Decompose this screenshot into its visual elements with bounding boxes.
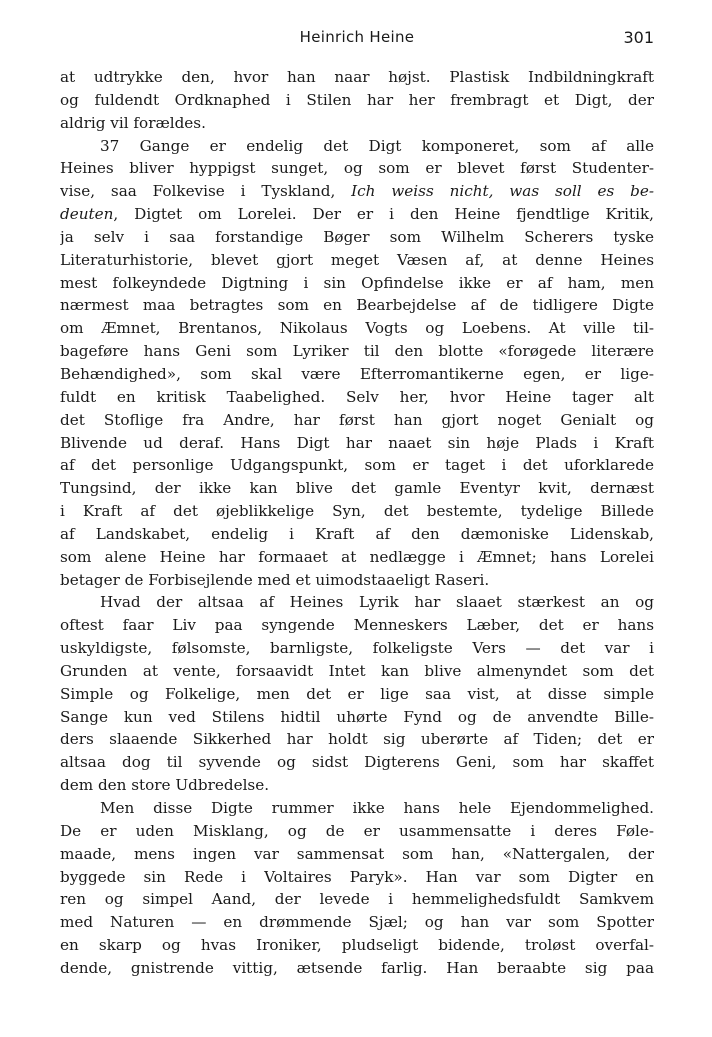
text-line: [60, 89, 654, 112]
line-text: ders slaaende Sikkerhed har holdt sig uberørte af Tiden; det er: [60, 730, 654, 749]
text-line: [60, 751, 654, 774]
line-text: altsaa dog til syvende og sidst Digterens Geni, som har skaffet: [60, 753, 654, 772]
line-text: Men disse Digte rummer ikke hans hele Ejendommelighed.: [100, 799, 654, 817]
text-line: [60, 637, 654, 660]
line-text: bageføre hans Geni som Lyriker til den blotte «forøgede literære: [60, 342, 654, 361]
text-line: [60, 728, 654, 751]
line-text: som alene Heine har formaaet at nedlægge i Æmnet; hans Lorelei: [60, 547, 654, 566]
page-number: 301: [623, 28, 654, 47]
text-line: [60, 432, 654, 455]
text-line: [60, 706, 654, 729]
italic-title: deuten: [60, 205, 114, 224]
text-line: [60, 500, 654, 523]
line-text: mest folkeyndede Digtning i sin Opfindelse ikke er af ham, men: [60, 273, 654, 292]
text-line: [60, 112, 654, 135]
text-line: [60, 409, 654, 432]
line-text: oftest faar Liv paa syngende Menneskers Læber, det er hans: [60, 616, 654, 635]
text-line: [60, 477, 654, 500]
text-line: [60, 249, 654, 272]
line-text: og fuldendt Ordknaphed i Stilen har her frembragt et Digt, der: [60, 90, 654, 109]
line-text: om Æmnet, Brentanos, Nikolaus Vogts og Loebens. At ville til-: [60, 319, 654, 338]
text-line: [60, 386, 654, 409]
text-line: [60, 317, 654, 340]
running-head: Heinrich Heine: [299, 28, 415, 46]
line-text: byggede sin Rede i Voltaires Paryk». Han var som Digter en: [60, 867, 654, 886]
text-line: [60, 866, 654, 889]
text-body: [60, 66, 654, 980]
text-line: [60, 797, 654, 820]
line-text: i Kraft af det øjeblikkelige Syn, det bestemte, tydelige Billede: [60, 502, 654, 521]
line-text: , Digtet om Lorelei. Der er i den Heine fjendtlige Kritik,: [113, 205, 654, 224]
line-text: Behændighed», som skal være Efterromantikerne egen, er lige-: [60, 364, 654, 383]
text-line: [60, 843, 654, 866]
line-text: Hvad der altsaa af Heines Lyrik har slaaet stærkest an og: [100, 593, 654, 612]
text-line: [60, 546, 654, 569]
text-line: [60, 363, 654, 386]
line-text: af det personlige Udgangspunkt, som er taget i det uforklarede: [60, 456, 654, 475]
line-text: Blivende ud deraf. Hans Digt har naaet sin høje Plads i Kraft: [60, 433, 654, 452]
line-text: ja selv i saa forstandige Bøger som Wilhelm Scherers tyske: [60, 227, 654, 246]
line-text: dende, gnistrende vittig, ætsende farlig. Han beraabte sig paa: [60, 958, 654, 977]
line-text: maade, mens ingen var sammensat som han, «Nattergalen, der: [60, 844, 654, 863]
text-line: [60, 957, 654, 980]
text-line: [60, 911, 654, 934]
text-line: [60, 591, 654, 614]
italic-title: Ich weiss nicht, was soll es be-: [351, 182, 654, 201]
line-text: Grunden at vente, forsaavidt Intet kan blive almenyndet som det: [60, 661, 654, 680]
text-line: [60, 888, 654, 911]
line-text: nærmest maa betragtes som en Bearbejdelse af de tidligere Digte: [60, 296, 654, 315]
text-line: [60, 614, 654, 637]
text-line: [60, 203, 654, 226]
line-text: Heines bliver hyppigst sunget, og som er blevet først Studenter-: [60, 159, 654, 178]
line-text: vise, saa Folkevise i Tyskland,: [60, 182, 352, 201]
text-line: [60, 66, 654, 89]
text-line: [60, 340, 654, 363]
text-line: [60, 272, 654, 295]
line-text: fuldt en kritisk Taabelighed. Selv her, hvor Heine tager alt: [60, 387, 654, 406]
line-text: 37 Gange er endelig det Digt komponeret, som af alle: [100, 136, 654, 155]
line-text: med Naturen — en drømmende Sjæl; og han var som Spotter: [60, 913, 654, 932]
line-text: uskyldigste, følsomste, barnligste, folkeligste Vers — det var i: [60, 639, 654, 658]
text-line: [60, 226, 654, 249]
line-text: Simple og Folkelige, men det er lige saa vist, at disse simple: [60, 684, 654, 703]
text-line: [60, 774, 654, 797]
line-text: Sange kun ved Stilens hidtil uhørte Fynd og de anvendte Bille-: [60, 707, 654, 726]
text-line: [60, 660, 654, 683]
text-line: [60, 180, 654, 203]
text-line: [60, 934, 654, 957]
line-text: det Stoflige fra Andre, har først han gjort noget Genialt og: [60, 410, 654, 429]
line-text: at udtrykke den, hvor han naar højst. Plastisk Indbildningkraft: [60, 68, 654, 86]
text-line: [60, 523, 654, 546]
text-line: [60, 569, 654, 592]
line-text: ren og simpel Aand, der levede i hemmelighedsfuldt Samkvem: [60, 890, 654, 909]
line-text: en skarp og hvas Ironiker, pludseligt bidende, troløst overfal-: [60, 936, 654, 955]
text-line: [60, 294, 654, 317]
line-text: De er uden Misklang, og de er usammensatte i deres Føle-: [60, 821, 654, 840]
line-text: Literaturhistorie, blevet gjort meget Væsen af, at denne Heines: [60, 250, 654, 269]
line-text: af Landskabet, endelig i Kraft af den dæmoniske Lidenskab,: [60, 524, 654, 543]
line-text: Tungsind, der ikke kan blive det gamle Eventyr kvit, dernæst: [60, 479, 654, 498]
line-text: dem den store Udbredelse.: [60, 776, 270, 795]
line-text: aldrig vil forældes.: [60, 113, 206, 132]
page-header: [60, 28, 654, 54]
text-line: [60, 135, 654, 158]
text-line: [60, 157, 654, 180]
line-text: betager de Forbisejlende med et uimodstaaeligt Raseri.: [60, 570, 490, 589]
text-line: [60, 820, 654, 843]
text-line: [60, 454, 654, 477]
text-line: [60, 683, 654, 706]
